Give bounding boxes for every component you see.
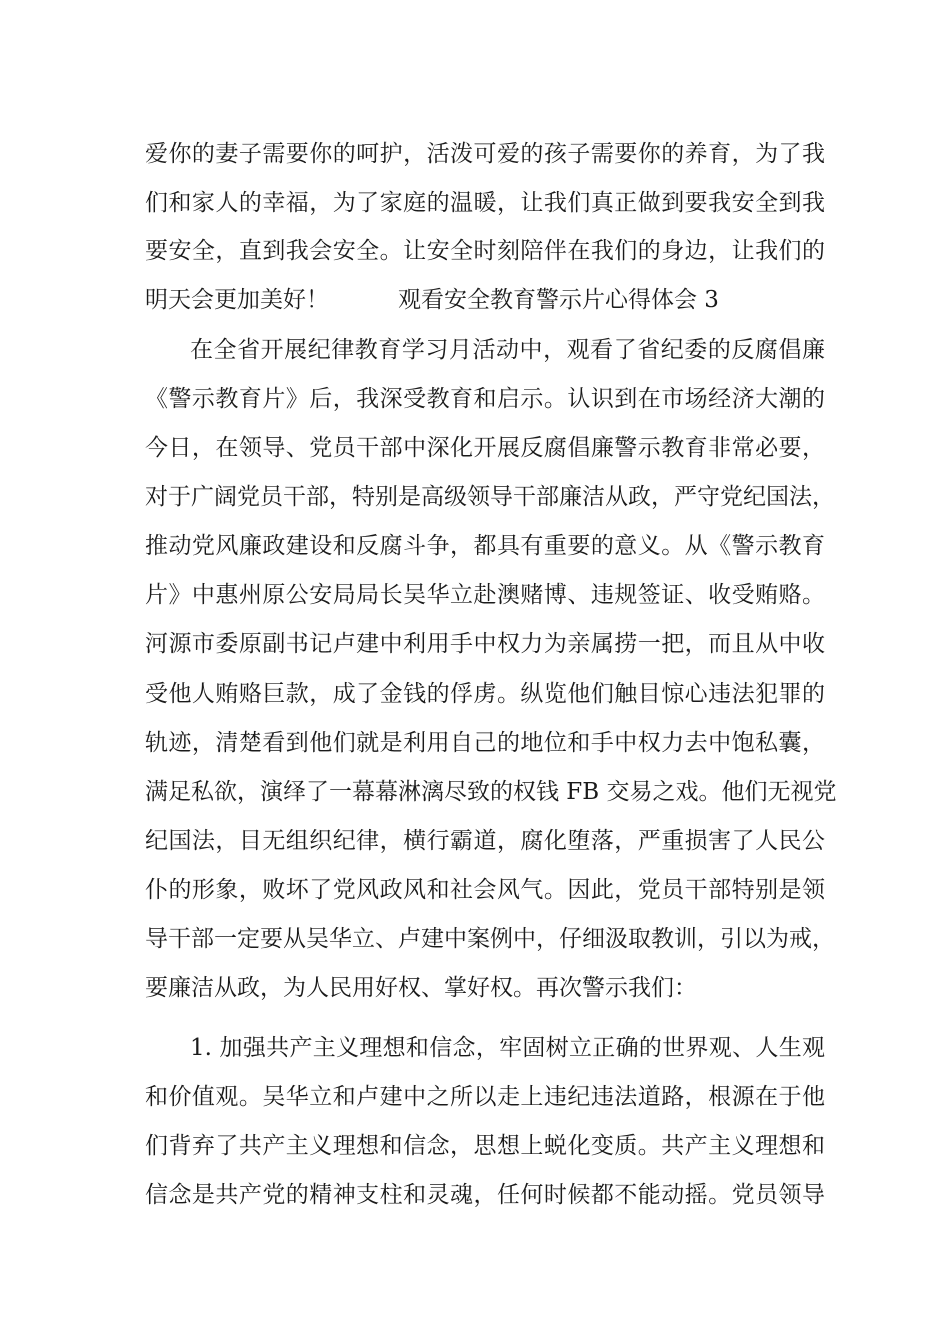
paragraph-line: 爱你的妻子需要你的呵护，活泼可爱的孩子需要你的养育，为了我 <box>145 141 825 167</box>
paragraph-line: 对于广阔党员干部，特别是高级领导干部廉洁从政，严守党纪国法， <box>145 484 835 510</box>
numbered-item-line: 1. 加强共产主义理想和信念，牢固树立正确的世界观、人生观 <box>190 1035 825 1061</box>
paragraph-line: 要廉洁从政，为人民用好权、掌好权。再次警示我们： <box>145 975 697 1001</box>
paragraph-line: 推动党风廉政建设和反腐斗争，都具有重要的意义。从《警示教育 <box>145 533 825 559</box>
paragraph-line: 信念是共产党的精神支柱和灵魂，任何时候都不能动摇。党员领导 <box>145 1182 825 1208</box>
paragraph-line: 受他人贿赂巨款，成了金钱的俘虏。纵览他们触目惊心违法犯罪的 <box>145 681 825 707</box>
paragraph-line: 片》中惠州原公安局局长吴华立赴澳赌博、违规签证、收受贿赂。 <box>145 582 825 608</box>
paragraph-line: 轨迹，清楚看到他们就是利用自己的地位和手中权力去中饱私囊， <box>145 730 825 756</box>
paragraph-line: 导干部一定要从吴华立、卢建中案例中，仔细汲取教训，引以为戒， <box>145 926 835 952</box>
paragraph-line: 今日，在领导、党员干部中深化开展反腐倡廉警示教育非常必要， <box>145 435 825 461</box>
paragraph-line: 仆的形象，败坏了党风政风和社会风气。因此，党员干部特别是领 <box>145 877 825 903</box>
paragraph-line: 《警示教育片》后，我深受教育和启示。认识到在市场经济大潮的 <box>145 386 825 412</box>
paragraph-line: 和价值观。吴华立和卢建中之所以走上违纪违法道路，根源在于他 <box>145 1084 825 1110</box>
paragraph-line-with-heading: 明天会更加美好！ 观看安全教育警示片心得体会 3 <box>145 287 719 313</box>
paragraph-line: 们背弃了共产主义理想和信念，思想上蜕化变质。共产主义理想和 <box>145 1133 825 1159</box>
paragraph-line: 们和家人的幸福，为了家庭的温暖，让我们真正做到要我安全到我 <box>145 190 825 216</box>
paragraph-line: 纪国法，目无组织纪律，横行霸道，腐化堕落，严重损害了人民公 <box>145 828 825 854</box>
paragraph-line: 满足私欲，演绎了一幕幕淋漓尽致的权钱 FB 交易之戏。他们无视党 <box>145 779 837 805</box>
paragraph-line: 在全省开展纪律教育学习月活动中，观看了省纪委的反腐倡廉 <box>190 337 825 363</box>
paragraph-line: 要安全，直到我会安全。让安全时刻陪伴在我们的身边，让我们的 <box>145 238 825 264</box>
paragraph-line: 河源市委原副书记卢建中利用手中权力为亲属捞一把，而且从中收 <box>145 631 825 657</box>
